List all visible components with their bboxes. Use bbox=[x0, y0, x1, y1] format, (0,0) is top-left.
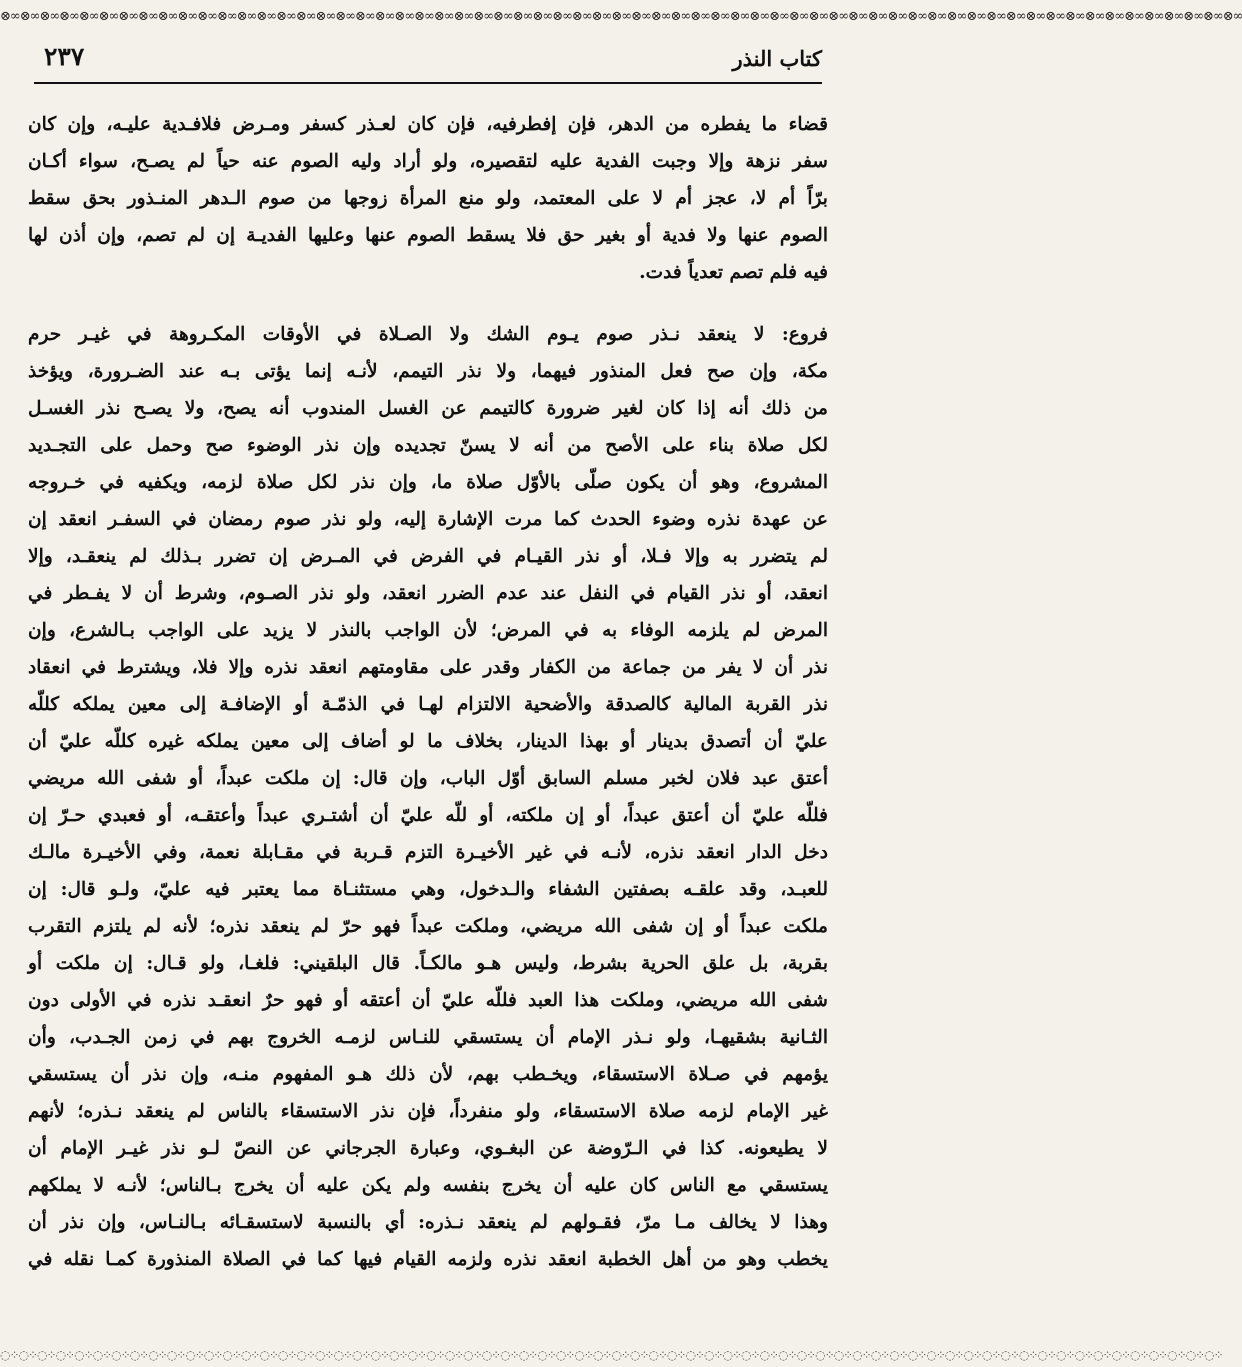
text-line: نذر أن لا يفر من جماعة من الكفار وقدر على مقاومتهم انعقد نذره وإلا فلا، ويشترط في انعقاد bbox=[28, 657, 828, 678]
paragraph-1 bbox=[28, 106, 828, 291]
text-line: بقربة، بل علق الحرية بشرط، وليس هـو مالكـاً. قال البلقيني: فلغـا، ولو قـال: إن ملكت أو bbox=[28, 953, 828, 974]
text-line: المشروع، وهو أن يكون صلّى بالأوّل صلاة ما، وإن نذر لكل صلاة لزمه، ويكفيه في خـروجه bbox=[28, 472, 828, 493]
text-line: نذر القربة المالية كالصدقة والأضحية الالتزام لهـا في الذمّـة أو الإضافـة إلى معين يملكه كللّه bbox=[28, 694, 828, 715]
text-line: انعقد، أو نذر القيام في النفل عند عدم الضرر انعقد، ولو نذر الصـوم، وشرط أن لا يفـطر في bbox=[28, 583, 828, 604]
bottom-ornament-border bbox=[0, 1343, 1223, 1367]
text-line: قضاء ما يفطره من الدهر، فإن إفطرفيه، فإن كان لعـذر كسفر ومـرض فلافـدية عليـه، وإن كان bbox=[28, 114, 828, 135]
text-line: للعبـد، وقد علقـه بصفتين الشفاء والـدخول، وهي مستثنـاة مما يعتبر فيه عليّ، ولـو قال: إن bbox=[28, 879, 828, 900]
text-line: فيه فلم تصم تعدياً فدت. bbox=[639, 262, 828, 283]
text-line: دخل الدار انعقد نذره، لأنـه في غير الأخيـرة التزم قـربة في مقـابلة نعمة، وفي الأخيـرة مالـك bbox=[28, 842, 828, 863]
text-line: المرض لم يلزمه الوفاء به في المرض؛ لأن الواجب بالنذر لا يزيد على الواجب بـالشرع، وإن bbox=[28, 620, 828, 641]
text-line: الصوم عنها ولا فدية أو بغير حق فلا يسقط الصوم عنها وعليها الفديـة إن لم تصم، وإن أذن لها bbox=[28, 225, 828, 246]
text-line: برّاً أم لا، عجز أم لا على المعتمد، ولو منع المرأة زوجها من صوم الـدهر المنـذور بحق سقط bbox=[28, 188, 828, 209]
text-line: عليّ أن أتصدق بدينار أو بهذا الدينار، بخلاف ما لو أضاف إلى معين يملكه غيره كللّه عليّ أن bbox=[28, 731, 828, 752]
text-line: يستسقي مع الناس كان عليه أن يخرج بنفسه ولم يكن عليه أن يخرج بـالناس؛ لأنـه لا يملكهم bbox=[28, 1175, 828, 1196]
paragraph-2 bbox=[28, 316, 828, 1278]
text-line: الثـانية بشقيهـا، ولو نـذر الإمام أن يستسقي للنـاس لزمـه الخروج بهم في زمن الجـدب، وأن bbox=[28, 1027, 828, 1048]
text-line: مكة، وإن صح فعل المنذور فيهما، ولا نذر التيمم، لأنـه إنما يؤتى بـه عند الضـرورة، ويؤخذ bbox=[28, 361, 828, 382]
text-line: فللّه عليّ أن أعتق عبداً، أو إن ملكته، أو للّه عليّ أن أشتـري عبداً وأعتقـه، أو فعبدي حـرّ إن bbox=[28, 805, 828, 826]
chapter-title: كتاب النذر bbox=[732, 46, 822, 71]
text-line: ملكت عبداً أو إن شفى الله مريضي، وملكت عبداً فهو حرّ لم ينعقد نذره؛ لأنه لم يلتزم التقرب bbox=[28, 916, 828, 937]
bottom-ornament-pattern: ◌⁘◌⁘◌⁘◌⁘◌⁘◌⁘◌⁘◌⁘◌⁘◌⁘◌⁘◌⁘◌⁘◌⁘◌⁘◌⁘◌⁘◌⁘◌⁘◌⁘◌⁘◌⁘◌⁘◌⁘◌⁘◌⁘◌⁘◌⁘◌⁘◌⁘◌⁘◌⁘◌⁘◌⁘◌⁘◌⁘◌⁘◌⁘◌⁘◌⁘◌⁘◌⁘◌⁘◌⁘◌⁘◌⁘◌⁘◌⁘◌⁘◌⁘◌⁘◌⁘◌⁘◌⁘◌⁘◌⁘◌⁘◌⁘◌⁘◌⁘◌⁘◌⁘◌⁘◌⁘◌⁘◌⁘ bbox=[0, 1348, 1223, 1362]
text-line: من ذلك أنه إذا كان لغير ضرورة كالتيمم عن الغسل المندوب أنه يصح، ولا يصـح نذر الغسـل bbox=[28, 398, 828, 419]
page-body bbox=[28, 106, 828, 1278]
text-line: لم يتضرر به وإلا فـلا، أو نذر القيـام في الفرض في المـرض إن تضرر بـذلك لم ينعقـد، وإلا bbox=[28, 546, 828, 567]
top-ornament-border bbox=[0, 0, 1242, 34]
page-header bbox=[34, 36, 822, 84]
text-line: فروع: لا ينعقد نـذر صوم يـوم الشك ولا الصـلاة في الأوقات المكـروهة في غيـر حرم bbox=[28, 324, 828, 345]
text-line: سفر نزهة وإلا وجبت الفدية عليه لتقصيره، ولو أراد وليه الصوم عنه حياً لم يصـح، سواء أكـان bbox=[28, 151, 828, 172]
text-line: لكل صلاة بناء على الأصح من أنه لا يسنّ تجديده وإن نذر الوضوء صح وحمل على التجـديد bbox=[28, 435, 828, 456]
page-number: ٢٣٧ bbox=[44, 42, 85, 71]
text-line: يخطب وهو من أهل الخطبة انعقد نذره ولزمه القيام فيها كما في الصلاة المنذورة كمـا نقله في bbox=[28, 1249, 828, 1270]
text-line: لا يطيعونه. كذا في الـرّوضة عن البغـوي، وعبارة الجرجاني عن النصّ لـو نذر غيـر الإمام أن bbox=[28, 1138, 828, 1159]
text-line: أعتق عبد فلان لخبر مسلم السابق أوّل الباب، وإن قال: إن ملكت عبداً، أو شفى الله مريضي bbox=[28, 768, 828, 789]
text-line: غير الإمام لزمه صلاة الاستسقاء، ولو منفرداً، فإن نذر الاستسقاء بالناس لم ينعقد نـذره؛ لأنهم bbox=[28, 1101, 828, 1122]
text-line: يؤمهم في صـلاة الاستسقاء، ويخـطب بهم، لأن ذلك هـو المفهوم منـه، وإن نذر أن يستسقي bbox=[28, 1064, 828, 1085]
text-line: شفى الله مريضي، وملكت هذا العبد فللّه عليّ أن أعتقه أو فهو حرٌ انعقـد نذره في الأولى دون bbox=[28, 990, 828, 1011]
text-line: عن عهدة نذره وضوء الحدث كما مرت الإشارة إليه، ولو نذر صوم رمضان في السفـر انعقد إن bbox=[28, 509, 828, 530]
text-line: وهذا لا يخالف مـا مرّ، فقـولهم لم ينعقد نـذره: أي بالنسبة لاستسقـائه بـالنـاس، وإن نذر أن bbox=[28, 1212, 828, 1233]
top-ornament-pattern: ⊗∞⊗∞⊗∞⊗∞⊗∞⊗∞⊗∞⊗∞⊗∞⊗∞⊗∞⊗∞⊗∞⊗∞⊗∞⊗∞⊗∞⊗∞⊗∞⊗∞⊗∞⊗∞⊗∞⊗∞⊗∞⊗∞⊗∞⊗∞⊗∞⊗∞⊗∞⊗∞⊗∞⊗∞⊗∞⊗∞⊗∞⊗∞⊗∞⊗∞⊗∞⊗∞⊗∞⊗∞⊗∞⊗∞⊗∞⊗∞⊗∞⊗∞⊗∞⊗∞⊗∞⊗∞⊗∞⊗∞⊗∞⊗∞⊗∞⊗∞⊗∞⊗∞⊗∞ bbox=[0, 9, 1242, 24]
